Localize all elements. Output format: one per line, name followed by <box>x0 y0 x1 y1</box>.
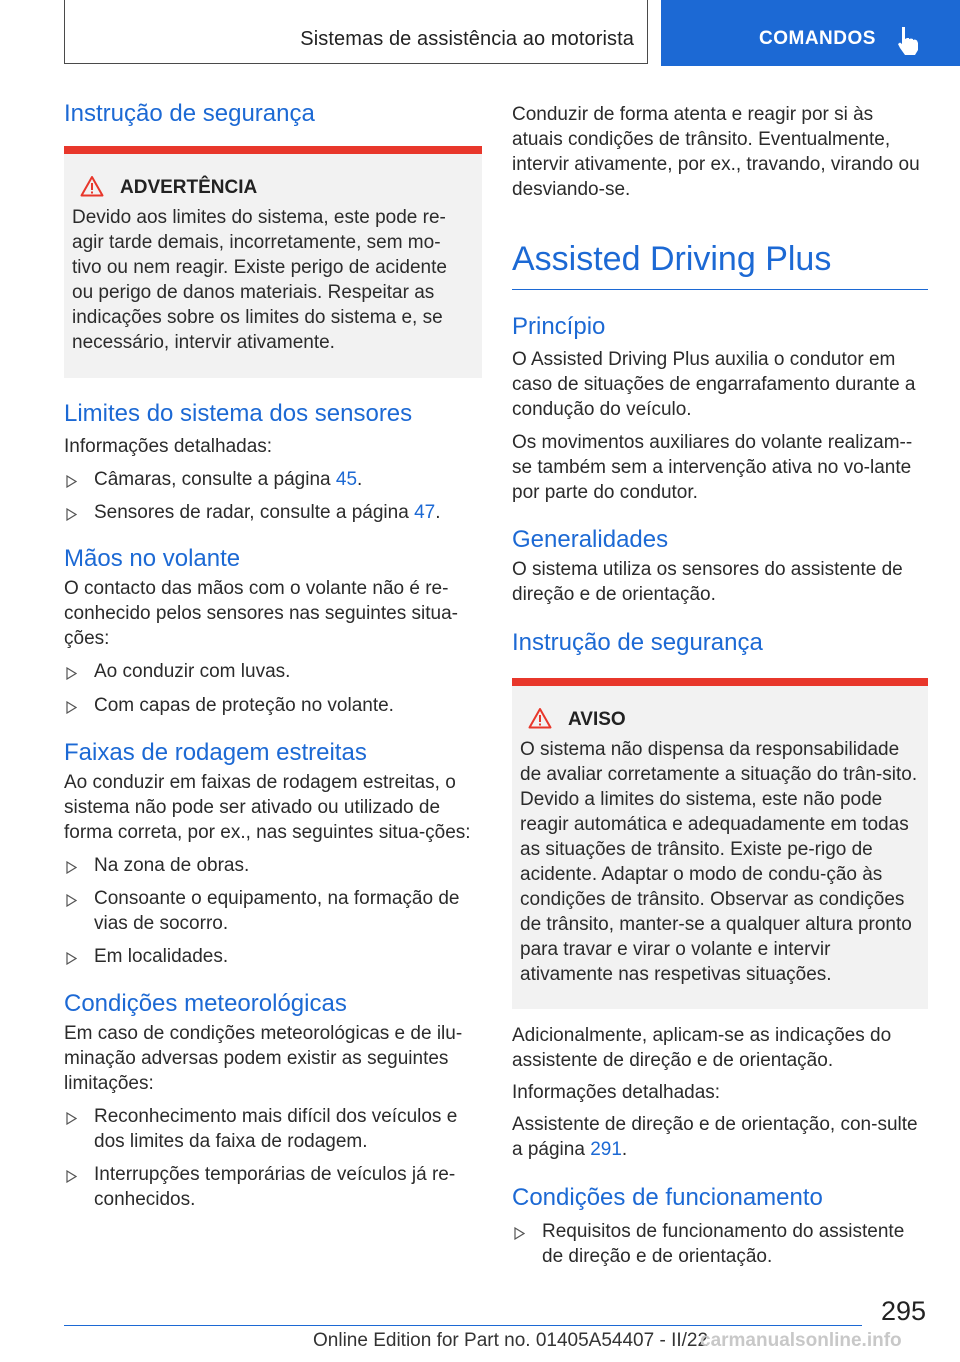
bullet-triangle-icon <box>66 667 77 680</box>
warning-box <box>64 146 482 378</box>
weather-heading: Condições meteorológicas <box>64 990 347 1017</box>
main-heading: Assisted Driving Plus <box>512 240 832 278</box>
principle-heading: Princípio <box>512 313 606 340</box>
safety-heading-right: Instrução de segurança <box>512 629 763 656</box>
lanes-list <box>64 853 482 969</box>
notice-text: O sistema não dispensa da responsabilidade de avaliar corretamente a situação do trân-sito. Devido a limites do sistema, este não pode reagir automática e adequadamente em todas as situações de trânsito. Existe pe-rigo de acidente. Adaptar o modo de condu-ção às condições de trânsito. Observar as condições de trânsito, manter-se a qualquer altura pronto para travar e virar o volante e intervir ativamente nas respetivas situações. <box>520 739 918 985</box>
safety-heading: Instrução de segurança <box>64 100 315 127</box>
chapter-title: Sistemas de assistência ao motorista <box>300 28 634 50</box>
section-tab[interactable] <box>661 0 960 66</box>
principle-p2: Os movimentos auxiliares do volante realizam--se também sem a intervenção ativa no vo-lante por parte do condutor. <box>512 432 913 503</box>
list-item: Ao conduzir com luvas. <box>64 659 482 684</box>
hands-heading: Mãos no volante <box>64 545 241 572</box>
bullet-triangle-icon <box>66 701 77 714</box>
sensor-limits-heading: Limites do sistema dos sensores <box>64 400 413 427</box>
weather-list <box>64 1104 482 1212</box>
page-link[interactable]: 47 <box>414 502 436 523</box>
notice-title-row <box>520 707 918 732</box>
watermark: carmanualsonline.info <box>700 1330 902 1351</box>
notice-box <box>512 678 928 1009</box>
list-item: Requisitos de funcionamento do assistente de direção e de orientação. <box>512 1219 928 1269</box>
list-item: Câmaras, consulte a página 45. <box>64 467 482 492</box>
warning-title: ADVERTÊNCIA <box>120 177 258 198</box>
list-item: Na zona de obras. <box>64 853 482 878</box>
list-item: Consoante o equipamento, na formação de vias de socorro. <box>64 886 482 936</box>
bullet-triangle-icon <box>66 952 77 965</box>
pointing-hand-icon <box>896 26 922 56</box>
hands-list <box>64 659 482 718</box>
list-item: Em localidades. <box>64 944 482 969</box>
lanes-heading: Faixas de rodagem estreitas <box>64 739 367 766</box>
general-text: O sistema utiliza os sensores do assistente de direção e de orientação. <box>512 559 903 605</box>
page-link[interactable]: 291 <box>590 1139 622 1160</box>
sensor-limits-list <box>64 467 482 525</box>
list-item: Com capas de proteção no volante. <box>64 693 482 718</box>
bullet-triangle-icon <box>66 1112 77 1125</box>
list-item: Sensores de radar, consulte a página 47. <box>64 500 482 525</box>
warning-triangle-icon <box>528 707 552 729</box>
footer-rule <box>64 1325 862 1326</box>
hands-text: O contacto das mãos com o volante não é re-conhecido pelos sensores nas seguintes situa-ções: <box>64 578 458 649</box>
notice-bar <box>512 678 928 686</box>
right-column <box>512 96 928 1269</box>
general-heading: Generalidades <box>512 526 669 553</box>
list-item: Interrupções temporárias de veículos já re-conhecidos. <box>64 1162 482 1212</box>
warning-text: Devido aos limites do sistema, este pode re-agir tarde demais, incorretamente, sem mo-tivo ou nem reagir. Existe perigo de acidente ou perigo de danos materiais. Respeitar as indicações sobre os limites do sistema e, se necessário, intervir ativamente. <box>72 207 447 353</box>
bullet-triangle-icon <box>66 1170 77 1183</box>
warning-bar <box>64 146 482 154</box>
left-column <box>64 96 482 1212</box>
conditions-list <box>512 1219 928 1269</box>
lanes-text: Ao conduzir em faixas de rodagem estreitas, o sistema não pode ser ativado ou utilizado de forma correta, por ex., nas seguintes situa-ções: <box>64 772 471 843</box>
page-header <box>0 0 960 66</box>
page-number: 295 <box>880 1296 926 1326</box>
section-label: COMANDOS <box>759 28 876 49</box>
edition-text: Online Edition for Part no. 01405A54407 - II/22 <box>313 1330 709 1351</box>
additional-text: Adicionalmente, aplicam-se as indicações do assistente de direção e de orientação. <box>512 1025 892 1071</box>
page-link[interactable]: 45 <box>335 469 358 490</box>
bullet-triangle-icon <box>66 894 77 907</box>
details-label: Informações detalhadas: <box>512 1082 721 1103</box>
bullet-triangle-icon <box>514 1227 525 1240</box>
weather-text: Em caso de condições meteorológicas e de ilu-minação adversas podem existir as seguintes limitações: <box>64 1023 463 1094</box>
principle-p1: O Assisted Driving Plus auxilia o condutor em caso de situações de engarrafamento durante a condução do veículo. <box>512 349 916 420</box>
notice-title: AVISO <box>568 709 626 730</box>
intro-text: Conduzir de forma atenta e reagir por si às atuais condições de trânsito. Eventualmente, intervir ativamente, por ex., travando, virando ou desviando-se. <box>512 104 920 200</box>
bullet-triangle-icon <box>66 861 77 874</box>
bullet-triangle-icon <box>66 475 77 488</box>
bullet-triangle-icon <box>66 508 77 521</box>
warning-triangle-icon <box>80 175 104 197</box>
list-item: Reconhecimento mais difícil dos veículos e dos limites da faixa de rodagem. <box>64 1104 482 1154</box>
sensor-limits-intro: Informações detalhadas: <box>64 436 273 457</box>
conditions-heading: Condições de funcionamento <box>512 1184 823 1211</box>
reference-text: Assistente de direção e de orientação, con-sulte a página 291. <box>512 1114 918 1160</box>
chapter-title-box <box>64 0 648 64</box>
warning-title-row <box>72 175 470 200</box>
heading-rule <box>512 289 928 290</box>
